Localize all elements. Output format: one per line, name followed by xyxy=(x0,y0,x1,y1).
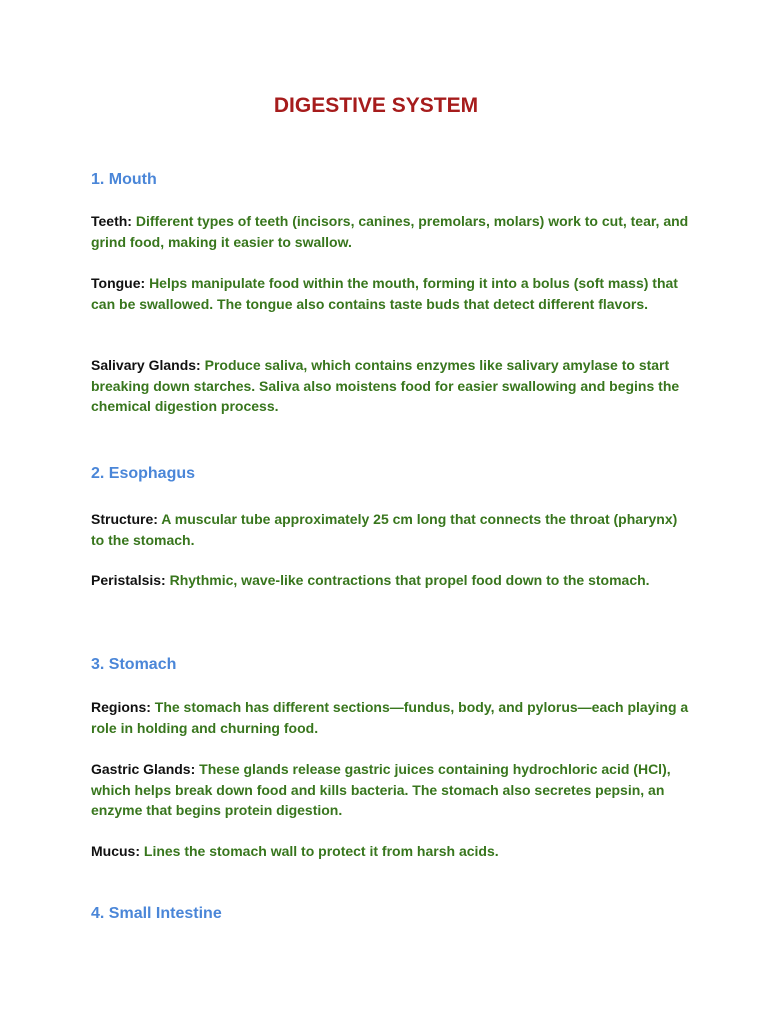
paragraph-gastric-glands xyxy=(91,759,691,821)
section-heading-esophagus: 2. Esophagus xyxy=(91,465,196,482)
term-regions: Regions: xyxy=(91,699,151,715)
paragraph-tongue xyxy=(91,273,691,314)
description-peristalsis: Rhythmic, wave-like contractions that propel food down to the stomach. xyxy=(169,572,650,588)
section-heading-mouth: 1. Mouth xyxy=(91,171,157,188)
section-heading-stomach: 3. Stomach xyxy=(91,656,177,673)
term-structure: Structure: xyxy=(91,511,158,527)
description-salivary-glands: Produce saliva, which contains enzymes like salivary amylase to start breaking down starches. Saliva also moistens food for easier swallowing and begins the chemical digestion process. xyxy=(91,357,680,414)
term-tongue: Tongue: xyxy=(91,275,146,291)
description-gastric-glands: These glands release gastric juices containing hydrochloric acid (HCl), which helps break down food and kills bacteria. The stomach also secretes pepsin, an enzyme that begins protein digestion. xyxy=(91,761,671,818)
term-teeth: Teeth: xyxy=(91,213,132,229)
term-mucus: Mucus: xyxy=(91,843,140,859)
description-tongue: Helps manipulate food within the mouth, forming it into a bolus (soft mass) that can be swallowed. The tongue also contains taste buds that detect different flavors. xyxy=(91,275,678,312)
term-peristalsis: Peristalsis: xyxy=(91,572,166,588)
section-heading-small-intestine: 4. Small Intestine xyxy=(91,905,222,922)
paragraph-salivary-glands xyxy=(91,355,691,417)
paragraph-peristalsis xyxy=(91,570,691,591)
description-regions: The stomach has different sections—fundus, body, and pylorus—each playing a role in holding and churning food. xyxy=(91,699,689,736)
term-gastric-glands: Gastric Glands: xyxy=(91,761,196,777)
page-title: DIGESTIVE SYSTEM xyxy=(273,94,479,117)
description-teeth: Different types of teeth (incisors, canines, premolars, molars) work to cut, tear, and grind food, making it easier to swallow. xyxy=(91,213,689,250)
paragraph-regions xyxy=(91,697,691,738)
paragraph-mucus xyxy=(91,841,691,862)
paragraph-structure xyxy=(91,509,691,550)
description-structure: A muscular tube approximately 25 cm long that connects the throat (pharynx) to the stomach. xyxy=(91,511,678,548)
description-mucus: Lines the stomach wall to protect it from harsh acids. xyxy=(143,843,499,859)
paragraph-teeth xyxy=(91,211,691,252)
term-salivary-glands: Salivary Glands: xyxy=(91,357,201,373)
